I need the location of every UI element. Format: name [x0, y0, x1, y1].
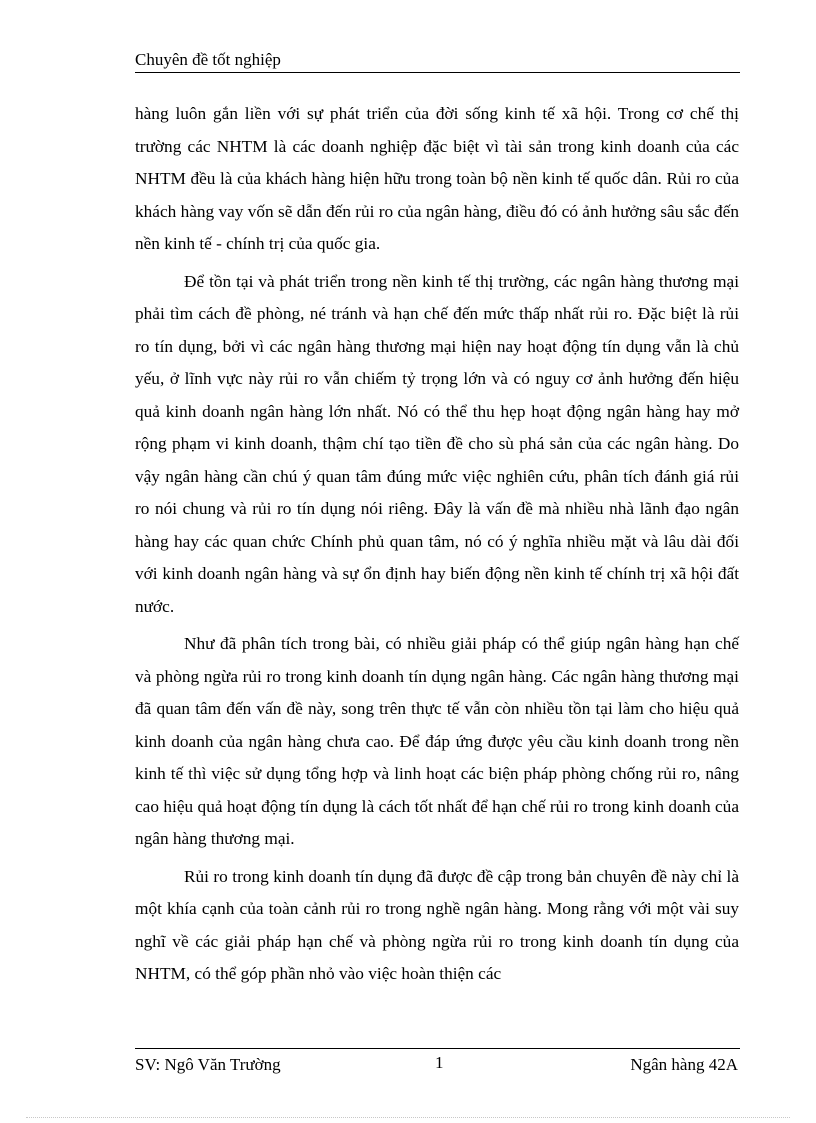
- paragraph: Rủi ro trong kinh doanh tín dụng đã được đề cập trong bản chuyên đề này chỉ là một khía cạnh của toàn cảnh rủi ro trong nghề ngân hàng. Mong rằng với một vài suy nghĩ về các giải pháp hạn chế và phòng ngừa rủi ro trong kinh doanh tín dụng của NHTM, có thể góp phần nhỏ vào việc hoàn thiện các: [135, 866, 739, 983]
- class-name: Ngân hàng 42A: [630, 1055, 738, 1074]
- paragraph: Như đã phân tích trong bài, có nhiều giải pháp có thể giúp ngân hàng hạn chế và phòng ngừa rủi ro trong kinh doanh tín dụng ngân hàng. Các ngân hàng thương mại đã quan tâm đến vấn đề này, song trên thực tế vẫn còn nhiều tồn tại làm cho hiệu quả kinh doanh của ngân hàng chưa cao. Để đáp ứng được yêu cầu kinh doanh trong nền kinh tế thì việc sử dụng tổng hợp và linh hoạt các biện pháp phòng chống rủi ro, nâng cao hiệu quả hoạt động tín dụng là cách tốt nhất để hạn chế rủi ro trong kinh doanh của ngân hàng thương mại.: [135, 634, 739, 848]
- page-footer: [135, 1048, 740, 1079]
- page-number: 1: [435, 1053, 444, 1072]
- student-name: SV: Ngô Văn Trường: [135, 1055, 281, 1074]
- page-edge-divider: [26, 1117, 790, 1118]
- document-title: Chuyên đề tốt nghiệp: [135, 50, 281, 69]
- paragraph-continued: hàng luôn gắn liền với sự phát triển của đời sống kinh tế xã hội. Trong cơ chế thị trường các NHTM là các doanh nghiệp đặc biệt vì tài sản trong kinh doanh của các NHTM đều là của khách hàng hiện hữu trong toàn bộ nền kinh tế quốc dân. Rủi ro của khách hàng vay vốn sẽ dẫn đến rủi ro của ngân hàng, điều đó có ảnh hưởng sâu sắc đến nền kinh tế - chính trị của quốc gia.: [135, 104, 739, 253]
- page-header: [135, 48, 740, 73]
- paragraph: Để tồn tại và phát triển trong nền kinh tế thị trường, các ngân hàng thương mại phải tìm cách đề phòng, né tránh và hạn chế đến mức thấp nhất rủi ro. Đặc biệt là rủi ro tín dụng, bởi vì các ngân hàng thương mại hiện nay hoạt động tín dụng vẫn là chủ yếu, ở lĩnh vực này rủi ro vẫn chiếm tỷ trọng lớn và có nguy cơ ảnh hưởng đến hiệu quả kinh doanh ngân hàng lớn nhất. Nó có thể thu hẹp hoạt động ngân hàng hay mở rộng phạm vi kinh doanh, thậm chí tạo tiền đề cho sù phá sản của các ngân hàng. Do vậy ngân hàng cần chú ý quan tâm đúng mức việc nghiên cứu, phân tích đánh giá rủi ro nói chung và rủi ro tín dụng nói riêng. Đây là vấn đề mà nhiều nhà lãnh đạo ngân hàng hay các quan chức Chính phủ quan tâm, nó có ý nghĩa nhiều mặt và lâu dài đối với kinh doanh ngân hàng và sự ổn định hay biến động nền kinh tế chính trị xã hội đất nước.: [135, 271, 739, 616]
- document-body: [135, 98, 739, 996]
